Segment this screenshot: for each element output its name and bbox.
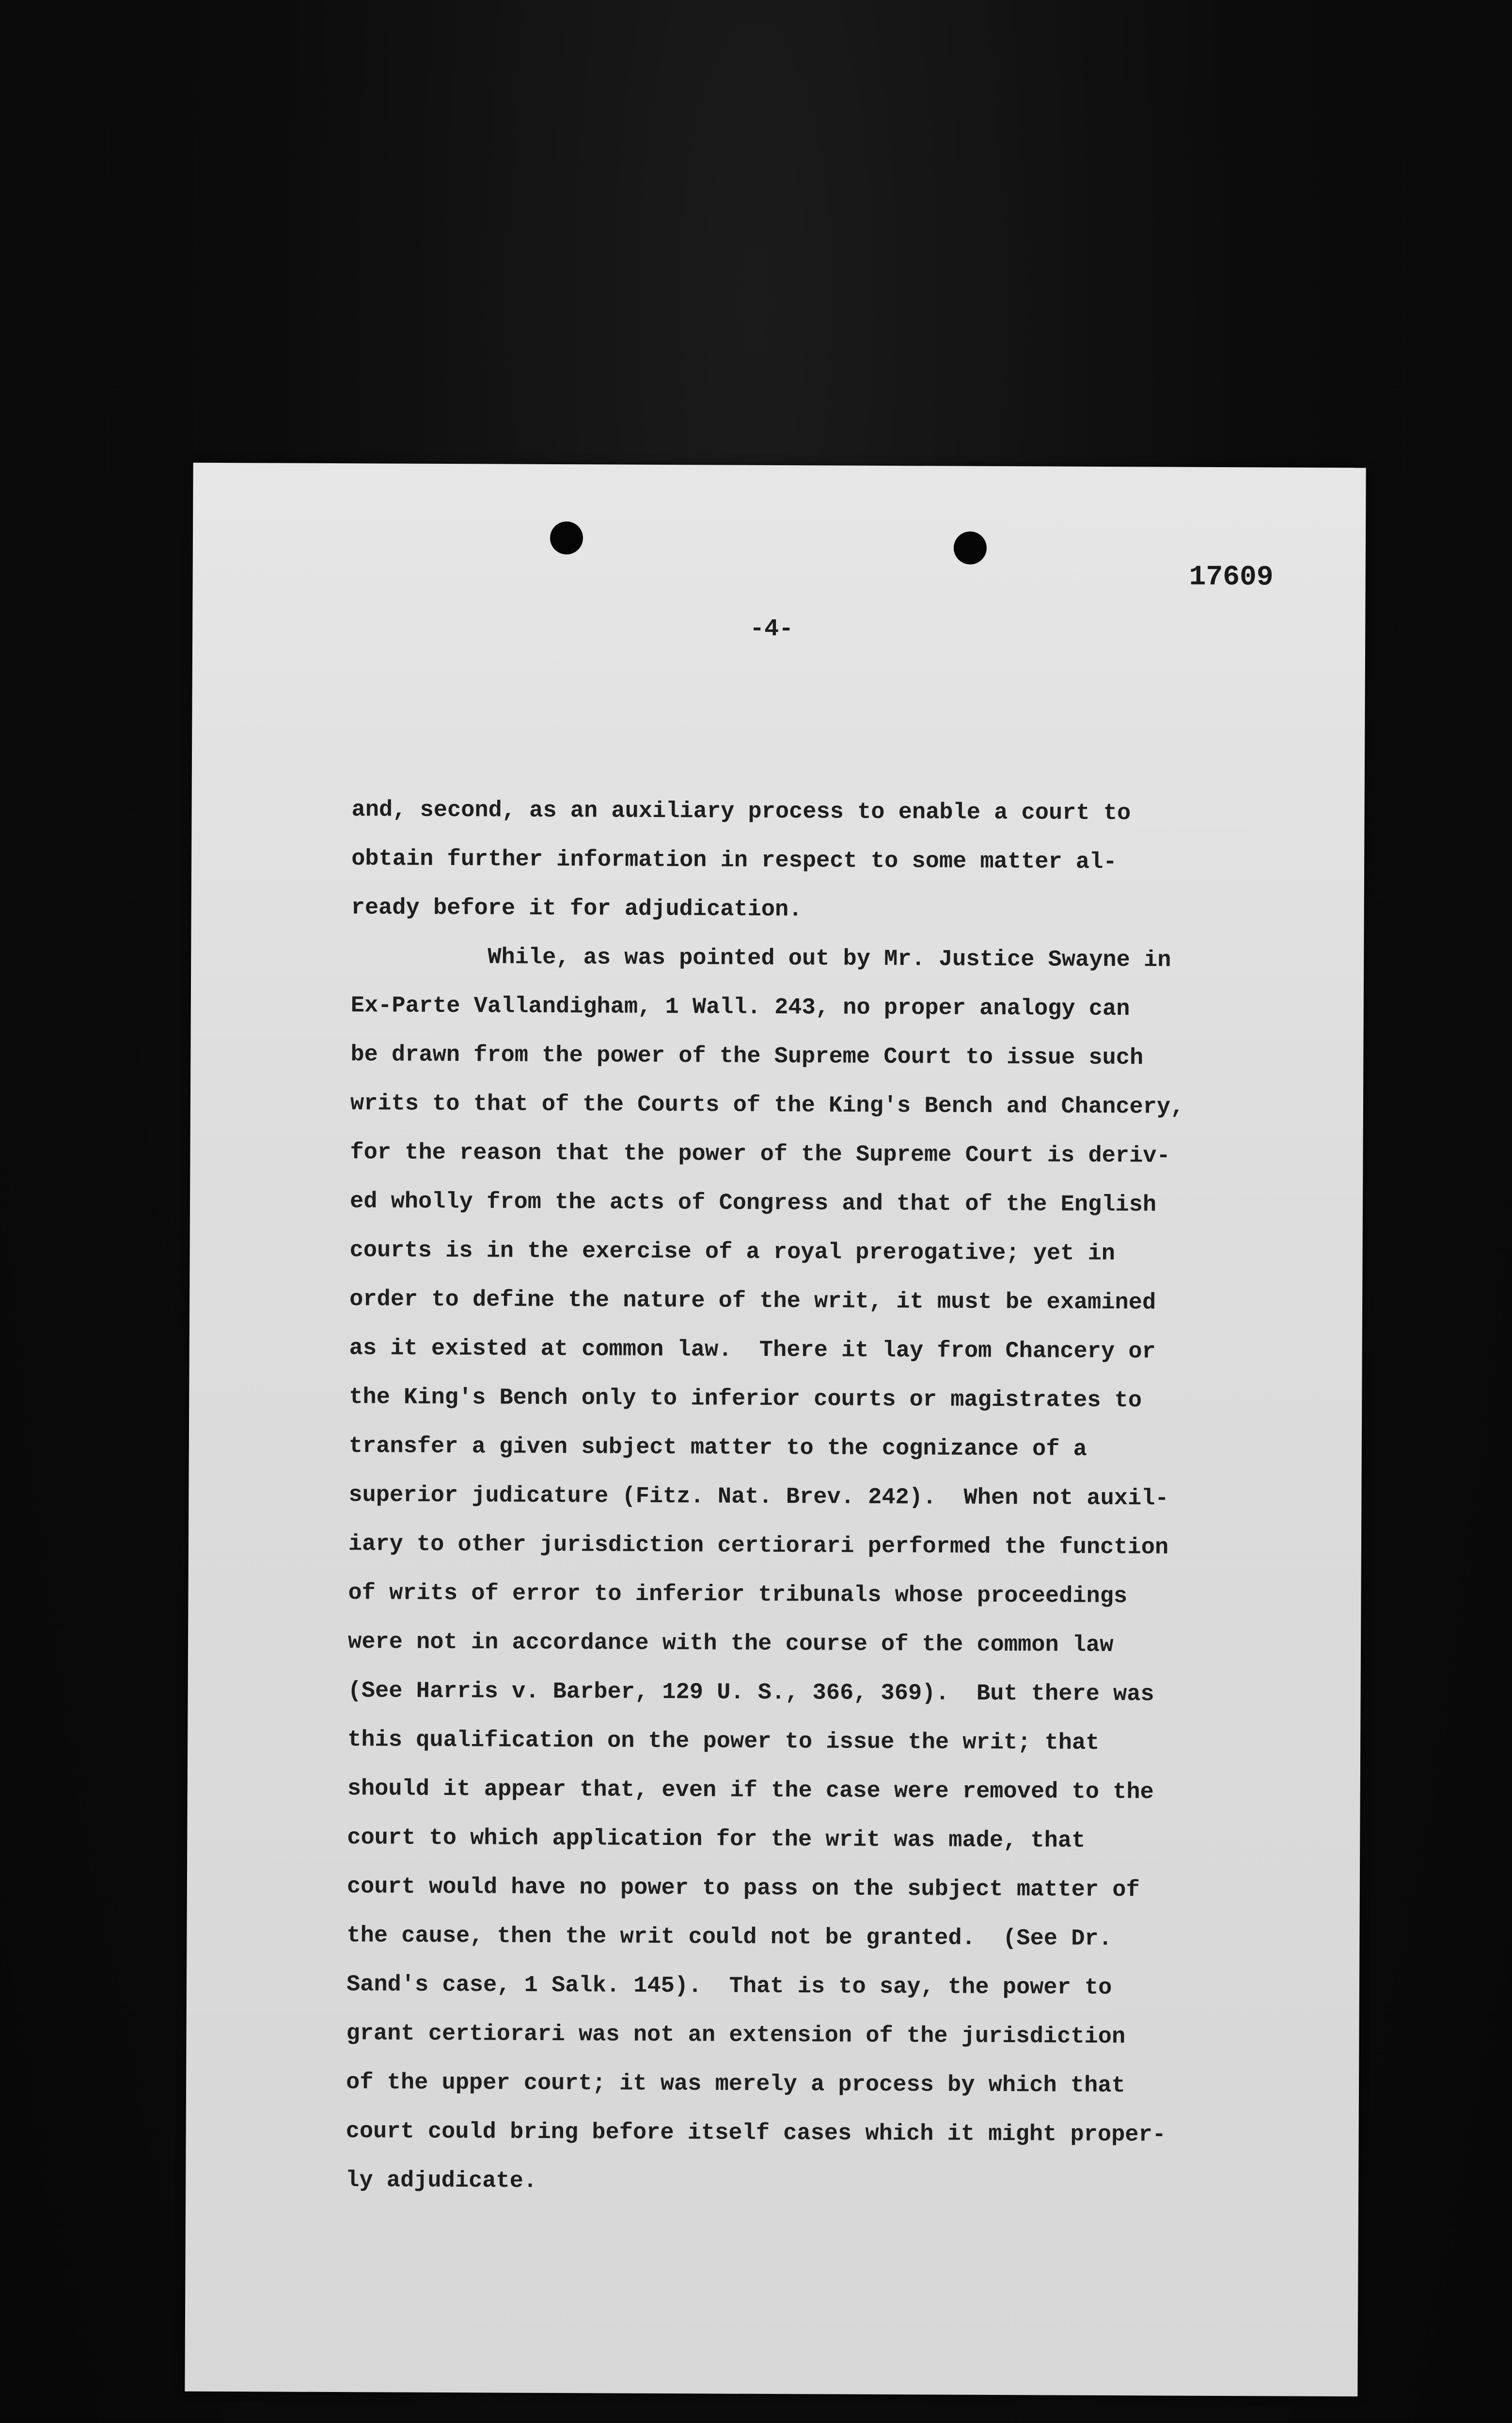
text-line: grant certiorari was not an extension of the jurisdiction <box>346 2021 1126 2050</box>
text-line: (See Harris v. Barber, 129 U. S., 366, 369). But there was <box>347 1678 1154 1708</box>
text-line: ly adjudicate. <box>346 2168 537 2194</box>
text-line: While, as was pointed out by Mr. Justice Swayne in <box>351 944 1171 974</box>
text-line: writs to that of the Courts of the King's Bench and Chancery, <box>350 1091 1184 1120</box>
text-line: this qualification on the power to issue the writ; that <box>347 1727 1100 1756</box>
text-line: should it appear that, even if the case were removed to the <box>347 1776 1154 1806</box>
text-line: of the upper court; it was merely a process by which that <box>346 2070 1125 2099</box>
text-line: order to define the nature of the writ, it must be examined <box>349 1287 1156 1316</box>
text-line: iary to other jurisdiction certiorari performed the function <box>348 1531 1169 1561</box>
text-line: and, second, as an auxiliary process to enable a court to <box>351 797 1131 827</box>
page-number: -4- <box>750 615 794 644</box>
text-line: Sand's case, 1 Salk. 145). That is to say, the power to <box>346 1972 1112 2001</box>
text-line: the cause, then the writ could not be granted. (See Dr. <box>346 1923 1113 1952</box>
text-line: the King's Bench only to inferior courts or magistrates to <box>349 1385 1142 1414</box>
text-line: of writs of error to inferior tribunals whose proceedings <box>348 1580 1128 1610</box>
text-line: courts is in the exercise of a royal prerogative; yet in <box>349 1238 1116 1267</box>
text-line: transfer a given subject matter to the cognizance of a <box>348 1433 1087 1463</box>
text-line: obtain further information in respect to some matter al- <box>351 846 1117 876</box>
text-line: for the reason that the power of the Supreme Court is deriv- <box>350 1140 1170 1169</box>
document-body-text <box>346 786 1273 2209</box>
text-line: be drawn from the power of the Supreme Court to issue such <box>350 1042 1144 1071</box>
punch-hole-left <box>550 521 583 554</box>
text-line: court to which application for the writ was made, that <box>347 1825 1086 1854</box>
archive-folio-number: 17609 <box>1189 561 1274 594</box>
text-line: ready before it for adjudication. <box>351 895 803 923</box>
text-line: as it existed at common law. There it lay from Chancery or <box>349 1336 1156 1365</box>
text-line: court would have no power to pass on the subject matter of <box>346 1874 1140 1904</box>
text-line: court could bring before itself cases which it might proper- <box>346 2119 1166 2148</box>
punch-hole-right <box>954 532 987 565</box>
text-line: ed wholly from the acts of Congress and that of the English <box>349 1189 1157 1218</box>
text-line: Ex-Parte Vallandigham, 1 Wall. 243, no proper analogy can <box>350 993 1130 1023</box>
text-line: superior judicature (Fitz. Nat. Brev. 242). When not auxil- <box>348 1482 1169 1512</box>
typed-document-page <box>185 463 1366 2397</box>
text-line: were not in accordance with the course of the common law <box>347 1629 1114 1659</box>
